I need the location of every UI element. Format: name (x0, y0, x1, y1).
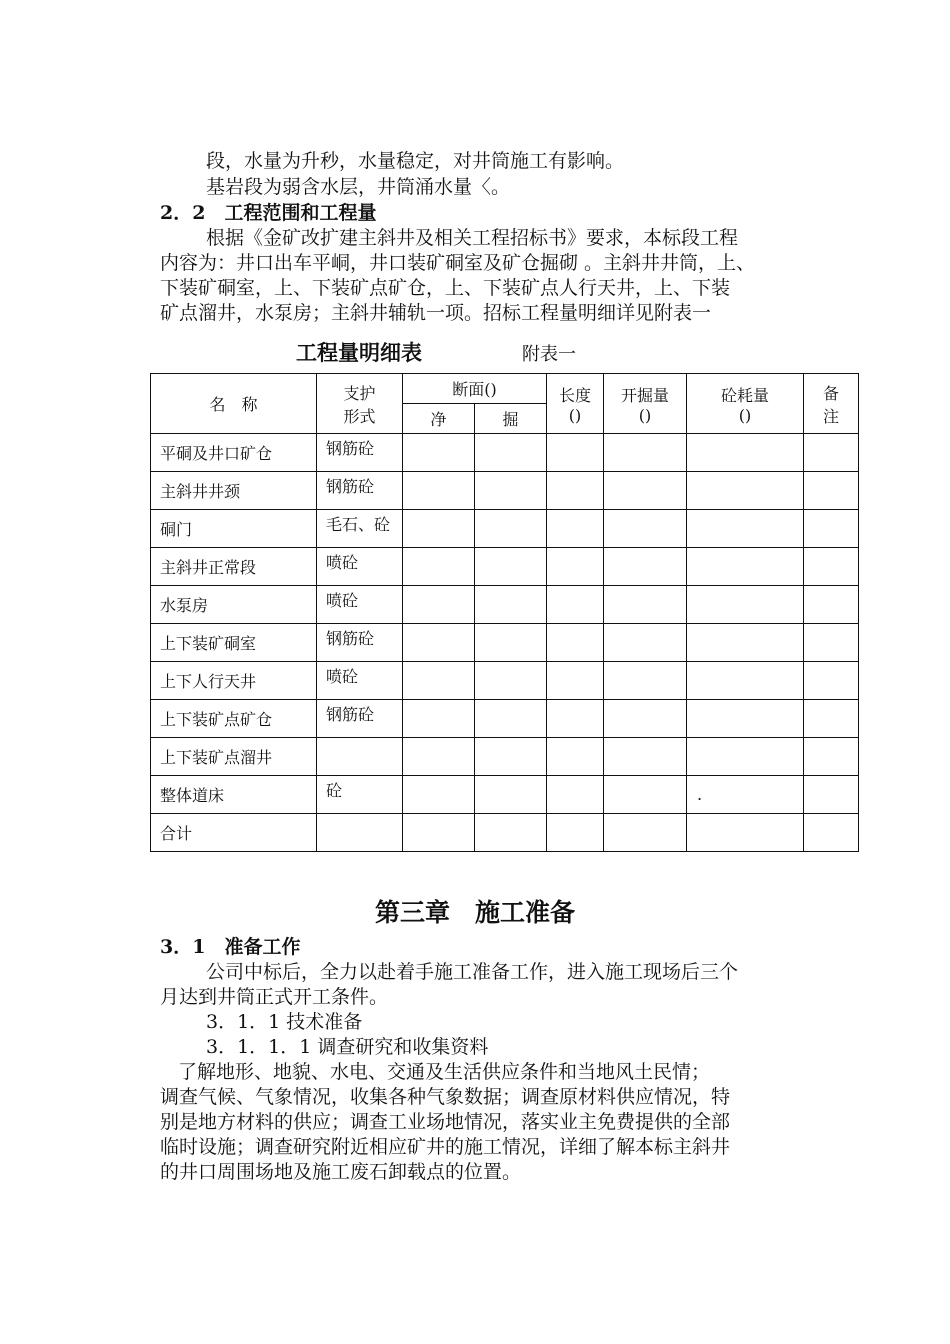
cell-remark (804, 434, 859, 472)
cell-concrete: . (687, 776, 804, 814)
cell-concrete (687, 814, 804, 852)
cell-name: 水泵房 (151, 586, 317, 624)
cell-excav (475, 700, 547, 738)
cell-net (403, 776, 475, 814)
cell-support: 毛石、砼 (317, 510, 403, 548)
body-text-line: 别是地方材料的供应；调查工业场地情况，落实业主免费提供的全部 (160, 1111, 731, 1133)
cell-support: 钢筋砼 (317, 472, 403, 510)
cell-excavation-volume (604, 434, 687, 472)
body-text-line: 的井口周围场地及施工废石卸载点的位置。 (160, 1161, 522, 1183)
cell-length (547, 548, 604, 586)
cell-excavation-volume (604, 814, 687, 852)
cell-support: 钢筋砼 (317, 434, 403, 472)
cell-excav (475, 586, 547, 624)
cell-remark (804, 700, 859, 738)
header-concrete: 砼耗量 () (687, 374, 804, 434)
cell-length (547, 624, 604, 662)
section-heading-2-2: 2．2 工程范围和工程量 (160, 202, 377, 224)
cell-remark (804, 662, 859, 700)
cell-name: 上下人行天井 (151, 662, 317, 700)
cell-excavation-volume (604, 472, 687, 510)
body-text-line: 下装矿硐室，上、下装矿点矿仓，上、下装矿点人行天井，上、下装 (160, 277, 731, 299)
table-row (151, 586, 859, 624)
cell-excav (475, 662, 547, 700)
cell-name: 主斜井正常段 (151, 548, 317, 586)
cell-excav (475, 434, 547, 472)
body-text-line: 公司中标后，全力以赴着手施工准备工作，进入施工现场后三个 (206, 961, 739, 983)
cell-excavation-volume (604, 700, 687, 738)
cell-excav (475, 624, 547, 662)
cell-concrete (687, 738, 804, 776)
cell-excavation-volume (604, 510, 687, 548)
cell-concrete (687, 662, 804, 700)
header-support: 支护 形式 (317, 374, 403, 434)
cell-remark (804, 738, 859, 776)
table-row (151, 776, 859, 814)
cell-length (547, 586, 604, 624)
cell-net (403, 434, 475, 472)
cell-net (403, 472, 475, 510)
header-remark: 备 注 (804, 374, 859, 434)
cell-net (403, 548, 475, 586)
table-row (151, 510, 859, 548)
cell-concrete (687, 624, 804, 662)
cell-support: 砼 (317, 776, 403, 814)
section-heading-3-1: 3．1 准备工作 (160, 936, 301, 958)
table-title: 工程量明细表 (296, 340, 422, 365)
quantity-table (150, 373, 859, 852)
cell-length (547, 472, 604, 510)
table-row (151, 700, 859, 738)
cell-name: 上下装矿点溜井 (151, 738, 317, 776)
cell-support: 钢筋砼 (317, 700, 403, 738)
body-text-line: 基岩段为弱含水层，井筒涌水量〈。 (206, 176, 511, 198)
cell-excavation-volume (604, 586, 687, 624)
header-section-net: 净 (403, 404, 475, 434)
header-excavation: 开掘量 () (604, 374, 687, 434)
cell-excavation-volume (604, 776, 687, 814)
cell-net (403, 510, 475, 548)
cell-support: 喷砼 (317, 662, 403, 700)
cell-name: 上下装矿硐室 (151, 624, 317, 662)
cell-excav (475, 776, 547, 814)
chapter-title: 第三章 施工准备 (374, 898, 575, 927)
cell-concrete (687, 586, 804, 624)
cell-length (547, 776, 604, 814)
table-row (151, 548, 859, 586)
table-row (151, 814, 859, 852)
table-row (151, 434, 859, 472)
cell-length (547, 434, 604, 472)
cell-name: 合计 (151, 814, 317, 852)
cell-name: 主斜井井颈 (151, 472, 317, 510)
cell-support (317, 814, 403, 852)
cell-remark (804, 776, 859, 814)
cell-excav (475, 472, 547, 510)
cell-name: 整体道床 (151, 776, 317, 814)
table-label: 附表一 (522, 344, 576, 365)
header-name: 名 称 (151, 374, 317, 434)
body-text-line: 内容为：井口出车平峒，井口装矿硐室及矿仓掘砌 。主斜井井筒，上、 (160, 252, 756, 274)
cell-name: 平硐及井口矿仓 (151, 434, 317, 472)
cell-length (547, 738, 604, 776)
cell-excavation-volume (604, 624, 687, 662)
table-row (151, 472, 859, 510)
header-section: 断面() (403, 374, 547, 404)
cell-remark (804, 624, 859, 662)
cell-excavation-volume (604, 662, 687, 700)
cell-excavation-volume (604, 738, 687, 776)
cell-support (317, 738, 403, 776)
cell-remark (804, 548, 859, 586)
cell-net (403, 624, 475, 662)
cell-net (403, 586, 475, 624)
cell-excav (475, 510, 547, 548)
cell-length (547, 700, 604, 738)
body-text-line: 调查气候、气象情况，收集各种气象数据；调查原材料供应情况，特 (160, 1086, 731, 1108)
cell-length (547, 814, 604, 852)
cell-concrete (687, 510, 804, 548)
cell-excav (475, 814, 547, 852)
cell-net (403, 700, 475, 738)
cell-concrete (687, 700, 804, 738)
table-row (151, 624, 859, 662)
cell-length (547, 662, 604, 700)
cell-net (403, 662, 475, 700)
cell-support: 喷砼 (317, 586, 403, 624)
table-row (151, 738, 859, 776)
body-text-line: 根据《金矿改扩建主斜井及相关工程招标书》要求，本标段工程 (206, 227, 739, 249)
cell-concrete (687, 548, 804, 586)
cell-support: 喷砼 (317, 548, 403, 586)
cell-support: 钢筋砼 (317, 624, 403, 662)
cell-remark (804, 472, 859, 510)
header-section-excav: 掘 (475, 404, 547, 434)
cell-net (403, 738, 475, 776)
table-row (151, 662, 859, 700)
cell-remark (804, 814, 859, 852)
body-text-line: 段，水量为升秒，水量稳定，对井筒施工有影响。 (206, 150, 625, 172)
cell-name: 上下装矿点矿仓 (151, 700, 317, 738)
subsection-heading-3-1-1: 3．1．1 技术准备 (206, 1011, 363, 1033)
cell-concrete (687, 472, 804, 510)
cell-excav (475, 548, 547, 586)
cell-excav (475, 738, 547, 776)
body-text-line: 月达到井筒正式开工条件。 (160, 986, 389, 1008)
body-text-line: 了解地形、地貌、水电、交通及生活供应条件和当地风土民情； (178, 1061, 711, 1083)
cell-concrete (687, 434, 804, 472)
cell-remark (804, 510, 859, 548)
cell-excavation-volume (604, 548, 687, 586)
cell-length (547, 510, 604, 548)
subsection-heading-3-1-1-1: 3．1．1．1 调查研究和收集资料 (206, 1036, 489, 1058)
body-text-line: 临时设施；调查研究附近相应矿井的施工情况，详细了解本标主斜井 (160, 1136, 731, 1158)
header-length: 长度 () (547, 374, 604, 434)
cell-net (403, 814, 475, 852)
cell-name: 硐门 (151, 510, 317, 548)
body-text-line: 矿点溜井，水泵房；主斜井辅轨一项。招标工程量明细详见附表一 (160, 302, 712, 324)
cell-remark (804, 586, 859, 624)
